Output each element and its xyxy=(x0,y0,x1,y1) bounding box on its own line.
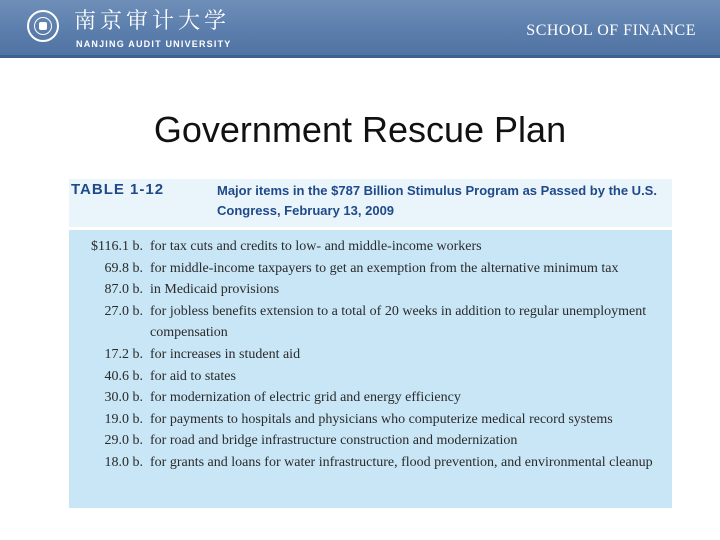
slide-title: Government Rescue Plan xyxy=(153,109,567,150)
row-description: for tax cuts and credits to low- and middle-income workers xyxy=(150,239,482,254)
row-amount: $116.1 b. xyxy=(91,239,143,254)
row-description: for road and bridge infrastructure construction and modernization xyxy=(150,433,518,449)
table-row xyxy=(69,366,672,388)
row-amount: 30.0 b. xyxy=(104,390,143,406)
university-name-chinese: 南京审计大学 xyxy=(74,9,231,34)
row-description: for payments to hospitals and physicians who computerize medical record systems xyxy=(150,411,613,427)
table-row xyxy=(69,452,672,474)
table-row xyxy=(69,279,672,301)
table-row xyxy=(69,301,672,344)
table-row xyxy=(69,409,672,431)
table-caption: Major items in the $787 Billion Stimulus Program as Passed by the U.S. Congress, February 13, 2009 xyxy=(217,183,657,218)
banner-bottom-stripe xyxy=(0,55,720,58)
table-row xyxy=(69,430,672,452)
university-seal-icon xyxy=(27,10,59,42)
university-name-english: NANJING AUDIT UNIVERSITY xyxy=(76,39,232,49)
row-description: for grants and loans for water infrastructure, flood prevention, and environmental cleanup xyxy=(150,454,653,470)
table-row xyxy=(69,258,672,280)
seal-center-mark xyxy=(39,22,47,30)
row-description: for aid to states xyxy=(150,368,236,384)
stimulus-table xyxy=(69,179,672,508)
row-description: for increases in student aid xyxy=(150,346,301,362)
row-amount: 29.0 b. xyxy=(104,433,143,449)
table-row xyxy=(69,236,672,258)
table-header xyxy=(69,179,672,227)
row-description: for middle-income taxpayers to get an exemption from the alternative minimum tax xyxy=(150,260,619,276)
row-amount: 40.6 b. xyxy=(104,368,143,384)
row-amount: 69.8 b. xyxy=(104,260,143,276)
header-banner xyxy=(0,0,720,58)
table-divider xyxy=(69,227,672,230)
row-amount: 17.2 b. xyxy=(104,346,143,362)
row-amount: 87.0 b. xyxy=(104,282,143,298)
table-body xyxy=(69,236,672,474)
row-amount: 18.0 b. xyxy=(104,454,143,470)
row-amount: 27.0 b. xyxy=(104,303,143,319)
table-row xyxy=(69,344,672,366)
row-description: in Medicaid provisions xyxy=(150,282,280,298)
row-amount: 19.0 b. xyxy=(104,411,143,427)
row-description: for modernization of electric grid and energy efficiency xyxy=(150,390,461,406)
table-row xyxy=(69,387,672,409)
row-description: for jobless benefits extension to a total of 20 weeks in addition to regular unemployment compensation xyxy=(150,303,647,341)
school-name: SCHOOL OF FINANCE xyxy=(526,22,696,39)
table-label: TABLE 1-12 xyxy=(71,181,165,198)
